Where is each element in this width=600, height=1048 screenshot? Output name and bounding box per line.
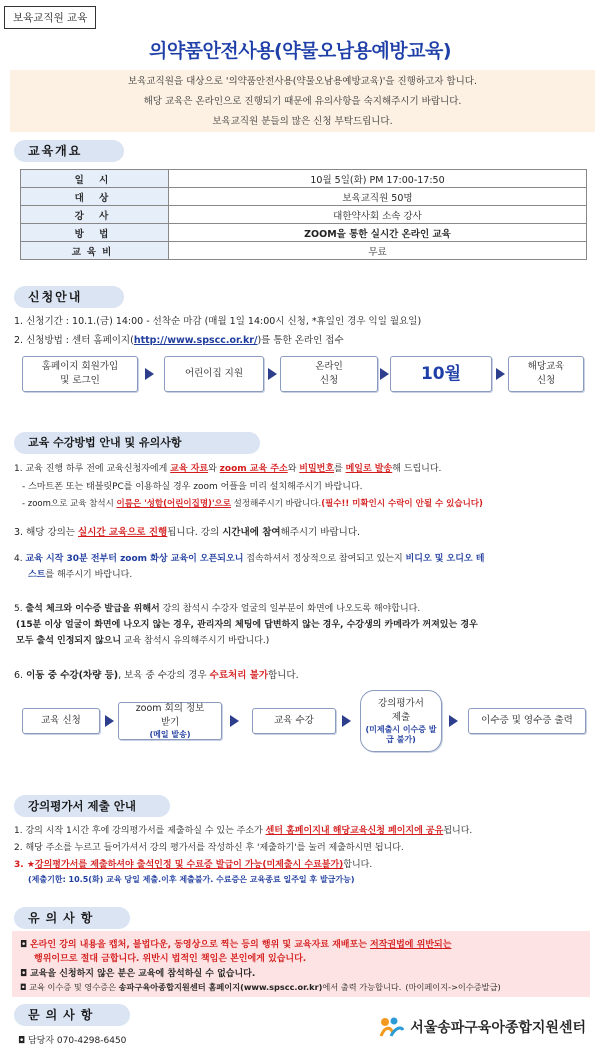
arrow-right-icon — [380, 368, 389, 380]
row-label: 일 시 — [21, 170, 169, 188]
bullet-icon: ◘ — [20, 940, 30, 950]
row-value: ZOOM을 통한 실시간 온라인 교육 — [169, 224, 587, 242]
intro-line: 해당 교육은 온라인으로 진행되기 때문에 유의사항을 숙지해주시기 바랍니다. — [143, 96, 462, 107]
section-contact-heading: 문의사항 — [14, 1004, 130, 1026]
method-item-5-line3: 모두 출석 인정되지 않으니 교육 참석시 유의해주시기 바랍니다.) — [16, 636, 270, 646]
category-tag: 보육교직원 교육 — [4, 6, 96, 29]
bullet-icon: ◘ — [18, 1036, 28, 1046]
section-method-heading: 교육 수강방법 안내 및 유의사항 — [14, 432, 260, 454]
intro-box — [10, 70, 595, 132]
evaluation-item-2: 2. 해당 주소를 누르고 들어가셔서 강의 평가서를 작성하신 후 '제출하기'를 눌러 제출하시면 됩니다. — [14, 843, 404, 853]
section-caution-heading: 유의사항 — [14, 907, 130, 929]
flow-step-evaluation: 강의평가서 제출 (미제출시 이수증 발급 불가) — [360, 690, 442, 752]
arrow-right-icon — [268, 368, 277, 380]
evaluation-item-3: 3. ★강의평가서를 제출하셔야 출석인정 및 수료증 발급이 가능(미제출시 수료불가)합니다. — [14, 860, 373, 870]
evaluation-note: (제출기한: 10.5(화) 교육 당일 제출.이후 제출불가. 수료증은 교육종료 일주일 후 발급가능) — [28, 875, 355, 884]
homepage-link[interactable]: http://www.spscc.or.kr/ — [133, 335, 258, 346]
table-row — [21, 224, 587, 242]
row-value: 무료 — [169, 242, 587, 260]
table-row — [21, 188, 587, 206]
contact-phone: ◘ 담당자 070-4298-6450 — [18, 1036, 127, 1046]
caution-item-3: ◘ 교육 이수증 및 영수증은 송파구육아종합지원센터 홈페이지(www.spscc.or.kr)에서 출력 가능합니다. (마이페이지->이수증발급) — [20, 982, 501, 992]
row-value: 대한약사회 소속 강사 — [169, 206, 587, 224]
method-item-1-sub2: - zoom으로 교육 참석시 이름은 '성함(어린이집명)'으로 설정해주시기 바랍니다.(필수!! 미확인시 수락이 안될 수 있습니다) — [22, 499, 483, 509]
arrow-right-icon — [230, 715, 239, 727]
flow-step-attend: 교육 수강 — [252, 708, 336, 734]
method-item-5-line2: (15분 이상 얼굴이 화면에 나오지 않는 경우, 관리자의 체팅에 답변하지 않는 경우, 수강생의 카메라가 꺼져있는 경우 — [16, 620, 478, 630]
arrow-right-icon — [342, 715, 351, 727]
method-item-1: 1. 교육 진행 하루 전에 교육신청자에게 교육 자료와 zoom 교육 주소와 비밀번호를 메일로 발송해 드립니다. — [14, 464, 442, 474]
apply-method: 2. 신청방법 : 센터 홈페이지(http://www.spscc.or.kr/)를 통한 온라인 접수 — [14, 335, 344, 346]
row-value: 10월 5일(화) PM 17:00-17:50 — [169, 170, 587, 188]
caution-item-1: ◘ 온라인 강의 내용을 캡처, 불법다운, 동영상으로 찍는 등의 행위 및 교육자료 재배포는 저작권법에 위반되는 — [20, 940, 452, 950]
method-item-6: 6. 이동 중 수강(차량 등), 보육 중 수강의 경우 수료처리 불가합니다. — [14, 670, 299, 681]
row-label: 교육비 — [21, 242, 169, 260]
flow-step-support: 어린이집 지원 — [164, 356, 264, 392]
intro-line: 보육교직원을 대상으로 '의약품안전사용(약물오남용예방교육)'을 진행하고자 합니다. — [128, 76, 477, 87]
table-row — [21, 170, 587, 188]
flow-step-certificate: 이수증 및 영수증 출력 — [468, 708, 586, 734]
method-item-3: 3. 해당 강의는 실시간 교육으로 진행됩니다. 강의 시간내에 참여해주시기 바랍니다. — [14, 527, 361, 538]
table-row — [21, 242, 587, 260]
section-overview-heading: 교육개요 — [14, 140, 124, 162]
apply-period: 1. 신청기간 : 10.1.(금) 14:00 - 선착순 마감 (매월 1일 14:00시 신청, *휴일인 경우 익일 월요일) — [14, 316, 422, 327]
overview-table — [20, 169, 587, 260]
row-label: 강 사 — [21, 206, 169, 224]
row-label: 대 상 — [21, 188, 169, 206]
method-item-5: 5. 출석 체크와 이수증 발급을 위해서 강의 참석시 수강자 얼굴의 일부분이 화면에 나오도록 해야합니다. — [14, 604, 421, 614]
flow-step-month: 10월 — [390, 356, 492, 392]
org-logo-icon — [379, 1016, 405, 1038]
arrow-right-icon — [105, 715, 114, 727]
bullet-icon: ◘ — [20, 982, 30, 992]
method-item-4: 4. 교육 시작 30분 전부터 zoom 화상 교육이 오픈되오니 접속하셔서 정상적으로 참여되고 있는지 비디오 및 오디오 테 — [14, 554, 485, 564]
caution-item-1-cont: 행위이므로 절대 금합니다. 위반시 법적인 책임은 본인에게 있습니다. — [34, 954, 307, 964]
caution-item-2: ◘ 교육을 신청하지 않은 분은 교육에 참석하실 수 없습니다. — [20, 969, 256, 979]
flow-step-apply: 교육 신청 — [22, 708, 100, 734]
arrow-right-icon — [449, 715, 458, 727]
intro-line: 보육교직원 분들의 많은 신청 부탁드립니다. — [212, 116, 393, 127]
org-name: 서울송파구육아종합지원센터 — [410, 1020, 586, 1036]
section-evaluation-heading: 강의평가서 제출 안내 — [14, 795, 170, 817]
arrow-right-icon — [145, 368, 154, 380]
method-item-4-cont: 스트를 해주시기 바랍니다. — [28, 570, 133, 580]
row-label: 방 법 — [21, 224, 169, 242]
flow-step-online: 온라인 신청 — [280, 356, 378, 392]
method-item-1-sub1: - 스마트폰 또는 태블릿PC를 이용하실 경우 zoom 어플을 미리 설치해주시기 바랍니다. — [22, 482, 363, 492]
page-title: 의약품안전사용(약물오남용예방교육) — [148, 40, 452, 62]
flow-step-course: 해당교육 신청 — [508, 356, 584, 392]
flow-step-login: 홈페이지 회원가입 및 로그인 — [22, 356, 138, 392]
evaluation-item-1: 1. 강의 시작 1시간 후에 강의평가서를 제출하실 수 있는 주소가 센터 홈페이지내 해당교육신청 페이지에 공유됩니다. — [14, 826, 473, 836]
table-row — [21, 206, 587, 224]
org-logo — [379, 1016, 586, 1038]
bullet-icon: ◘ — [20, 969, 30, 979]
section-apply-heading: 신청안내 — [14, 286, 124, 308]
flow-step-zoom-info: zoom 회의 정보 받기 (메일 발송) — [118, 702, 222, 740]
arrow-right-icon — [496, 368, 505, 380]
row-value: 보육교직원 50명 — [169, 188, 587, 206]
